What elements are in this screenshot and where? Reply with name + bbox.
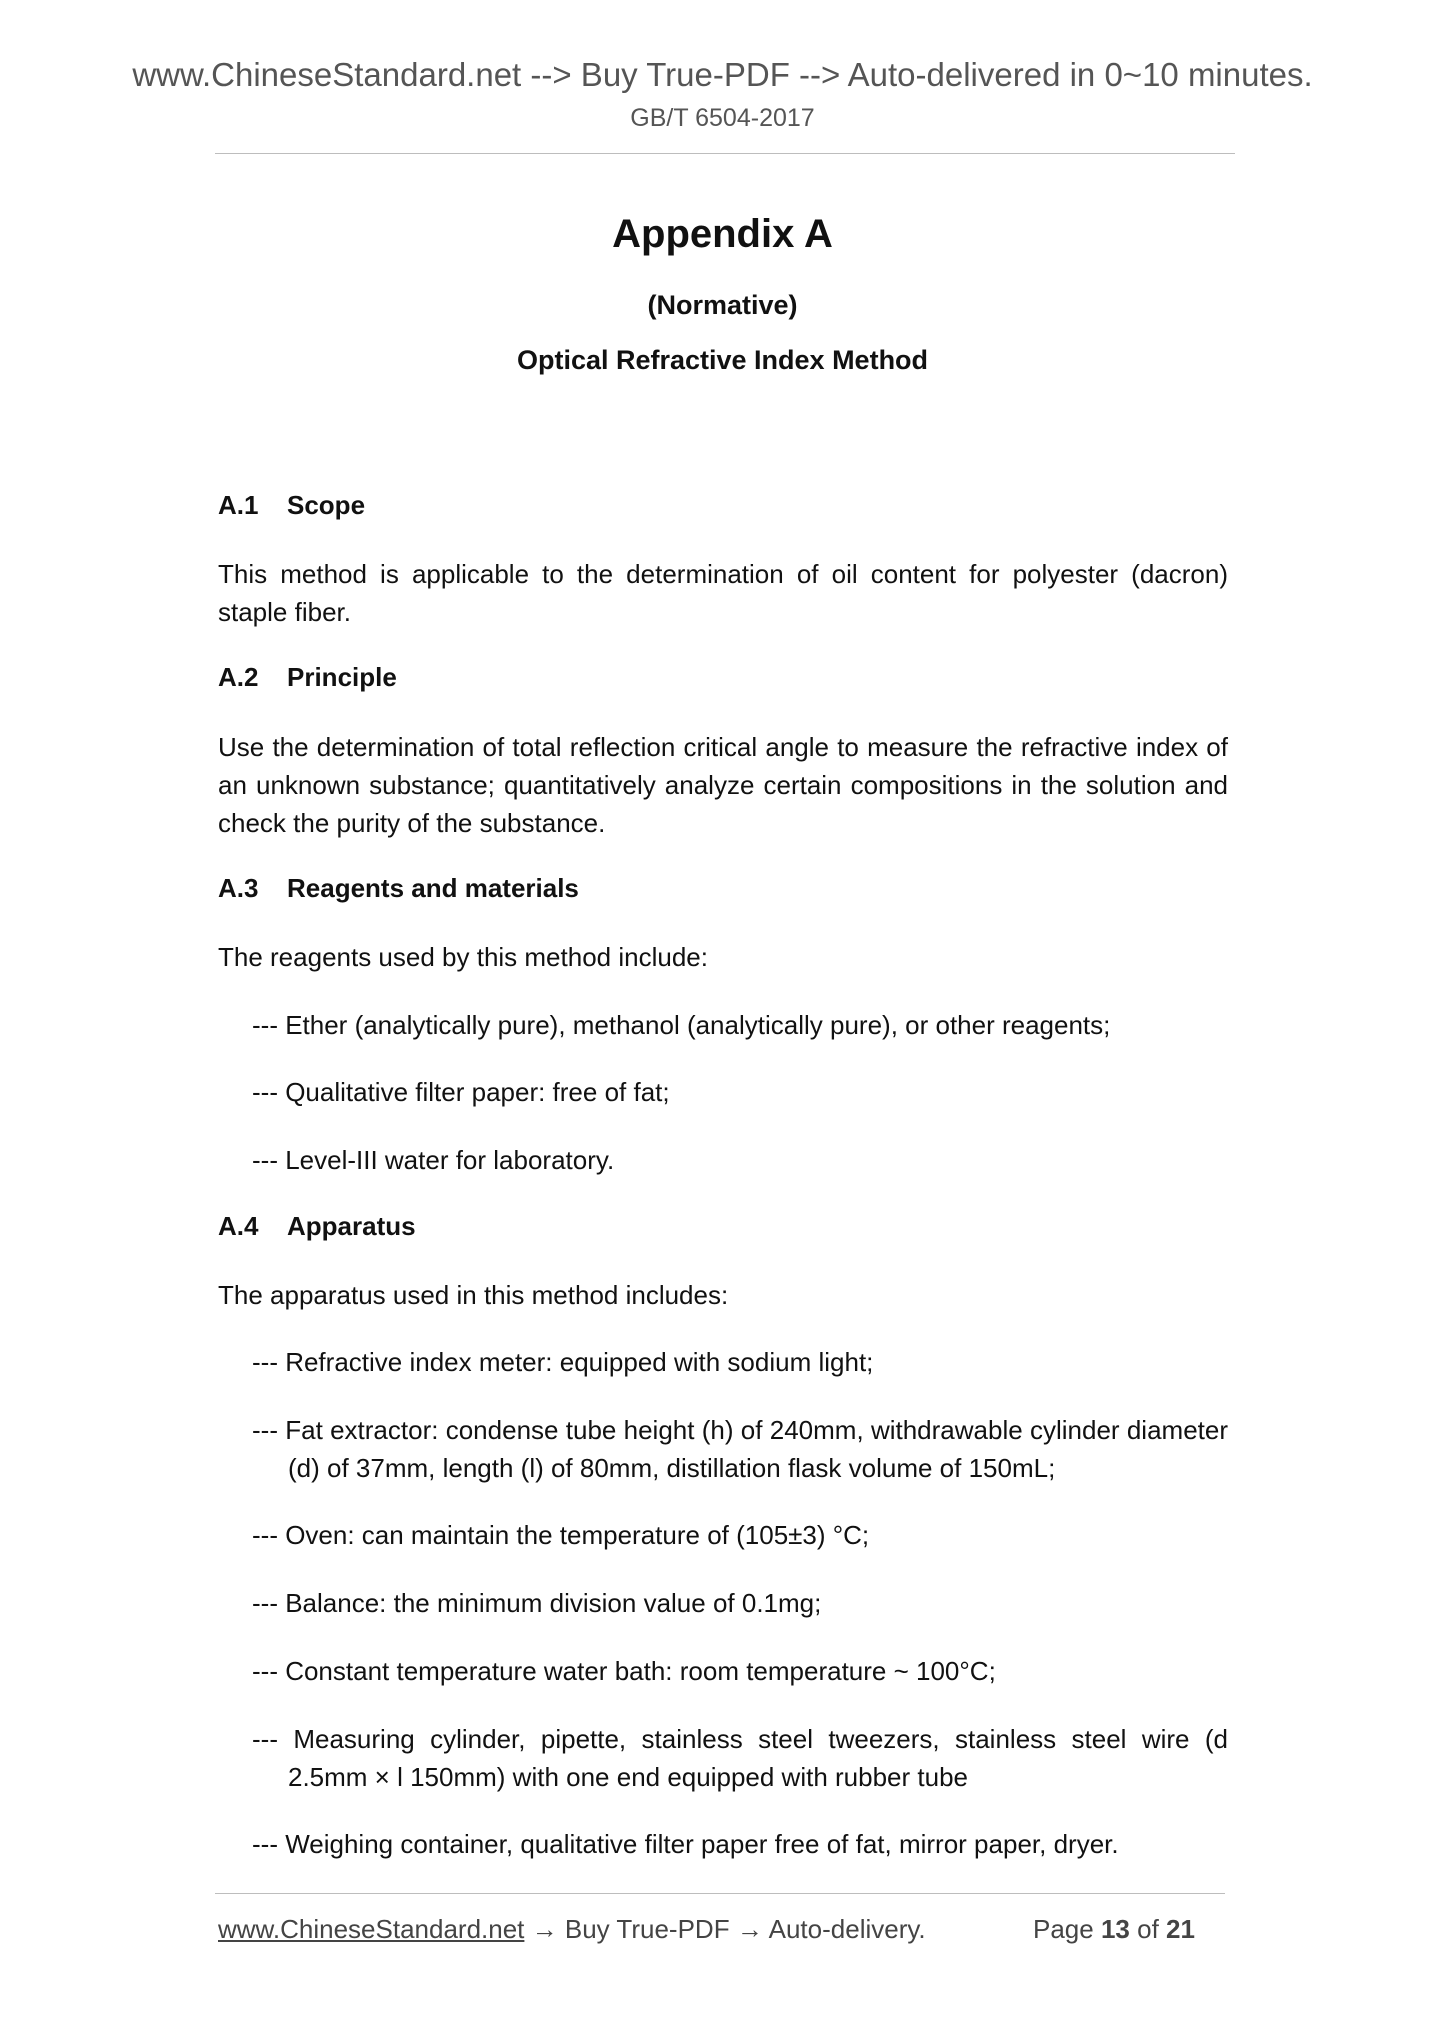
section-number: A.2 bbox=[218, 662, 259, 692]
section-title: Reagents and materials bbox=[287, 873, 579, 903]
page-indicator bbox=[1033, 1914, 1195, 1945]
header-doc-id: GB/T 6504-2017 bbox=[630, 104, 815, 132]
section-a2-text: Use the determination of total reflection critical angle to measure the refractive index of an unknown substance; quantitatively analyze certain compositions in the solution and check the purity of the substance. bbox=[218, 732, 1228, 838]
list-item: --- Measuring cylinder, pipette, stainless steel tweezers, stainless steel wire (d 2.5mm × l 150mm) with one end equipped with rubber tube bbox=[252, 1724, 1228, 1792]
arrow-right-icon: → bbox=[531, 1914, 558, 1944]
footer-site-link[interactable]: www.ChineseStandard.net bbox=[218, 1914, 525, 1944]
of-label: of bbox=[1137, 1914, 1159, 1944]
page-total: 21 bbox=[1166, 1914, 1195, 1944]
list-item: --- Refractive index meter: equipped with sodium light; bbox=[252, 1347, 874, 1377]
section-a3-heading bbox=[218, 873, 579, 904]
list-item: --- Constant temperature water bath: room temperature ~ 100°C; bbox=[252, 1656, 996, 1686]
list-item: --- Qualitative filter paper: free of fat; bbox=[252, 1077, 670, 1107]
header-divider bbox=[215, 153, 1235, 154]
arrow-right-icon: → bbox=[736, 1914, 763, 1944]
footer-delivery-text: Auto-delivery. bbox=[768, 1914, 926, 1944]
footer-buy-text: Buy True-PDF bbox=[564, 1914, 730, 1944]
page-label: Page bbox=[1033, 1914, 1094, 1944]
section-a4-intro: The apparatus used in this method includes: bbox=[218, 1280, 729, 1310]
section-a1-heading bbox=[218, 490, 365, 521]
header-banner: www.ChineseStandard.net --> Buy True-PDF --> Auto-delivered in 0~10 minutes. bbox=[132, 56, 1313, 93]
section-number: A.1 bbox=[218, 490, 259, 520]
appendix-name: Optical Refractive Index Method bbox=[516, 345, 929, 375]
list-item: --- Balance: the minimum division value of 0.1mg; bbox=[252, 1588, 822, 1618]
section-number: A.3 bbox=[218, 873, 259, 903]
list-item: --- Level-III water for laboratory. bbox=[252, 1145, 615, 1175]
page-number: 13 bbox=[1100, 1914, 1130, 1944]
section-number: A.4 bbox=[218, 1211, 259, 1241]
section-a1-text: This method is applicable to the determination of oil content for polyester (dacron) staple fiber. bbox=[218, 559, 1228, 627]
section-a3-intro: The reagents used by this method include: bbox=[218, 942, 708, 972]
appendix-title: Appendix A bbox=[612, 212, 833, 256]
list-item: --- Ether (analytically pure), methanol (analytically pure), or other reagents; bbox=[252, 1010, 1111, 1040]
footer-divider bbox=[215, 1893, 1225, 1894]
section-title: Scope bbox=[287, 490, 366, 520]
section-a2-heading bbox=[218, 662, 397, 693]
list-item: --- Fat extractor: condense tube height (h) of 240mm, withdrawable cylinder diameter (d) of 37mm, length (l) of 80mm, distillation flask volume of 150mL; bbox=[252, 1415, 1228, 1483]
section-title: Apparatus bbox=[287, 1211, 416, 1241]
footer-links bbox=[218, 1914, 926, 1945]
appendix-type: (Normative) bbox=[647, 290, 798, 320]
list-item: --- Weighing container, qualitative filter paper free of fat, mirror paper, dryer. bbox=[252, 1829, 1119, 1859]
section-title: Principle bbox=[287, 662, 397, 692]
section-a4-heading bbox=[218, 1211, 416, 1242]
list-item: --- Oven: can maintain the temperature of (105±3) °C; bbox=[252, 1520, 870, 1550]
